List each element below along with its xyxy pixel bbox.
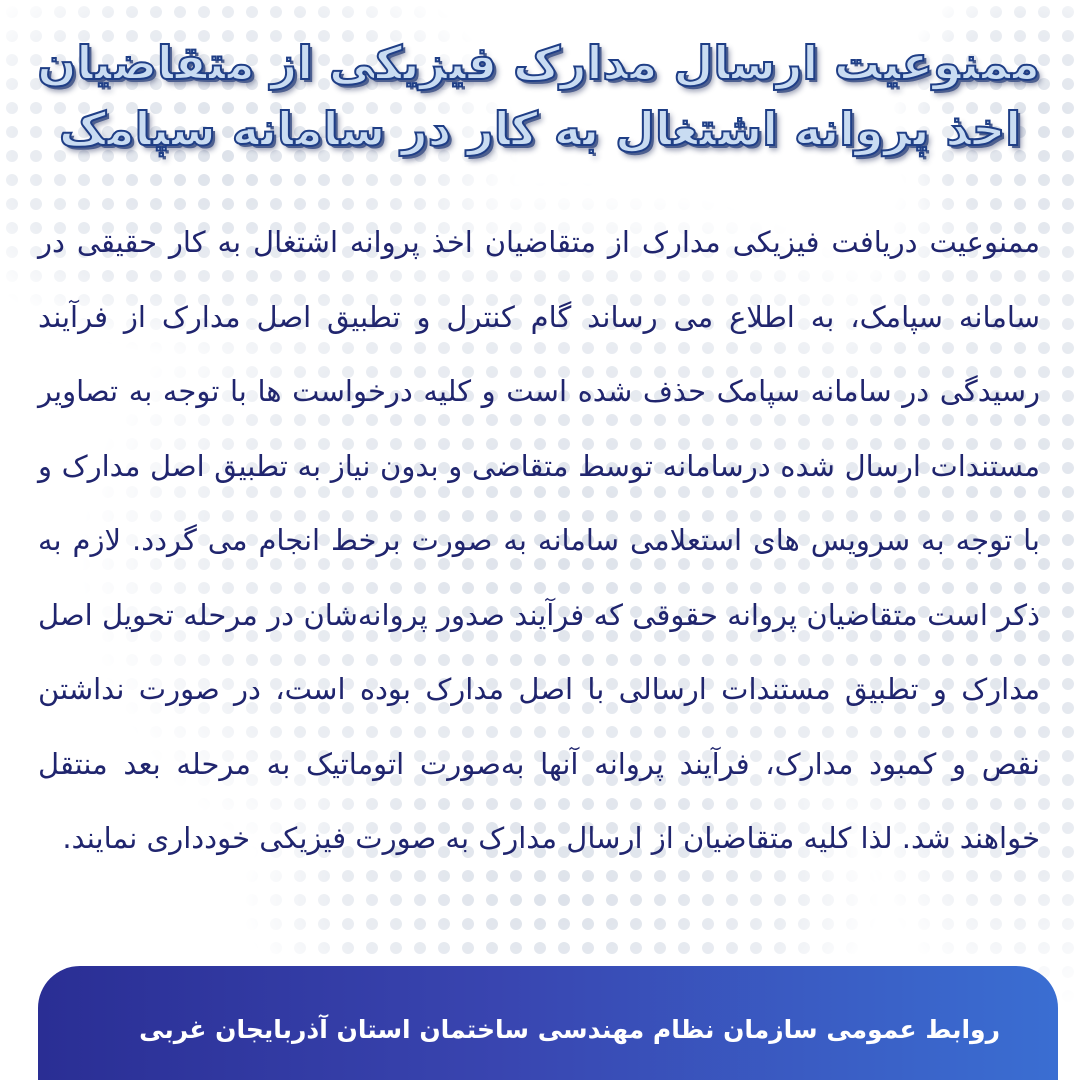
footer-organization-label: روابط عمومی سازمان نظام مهندسی ساختمان استان آذربایجان غربی: [139, 1015, 1000, 1044]
page-title: [37, 30, 1040, 170]
announcement-body: ممنوعیت دریافت فیزیکی مدارک از متقاضیان اخذ پروانه اشتغال به کار حقیقی در سامانه سپامک، به اطلاع می رساند گام کنترل و تطبیق اصل مدارک از فرآیند رسیدگی در سامانه سپامک حذف شده است و کلیه درخواست ها با توجه به تصاویر مستندات ارسال شده درسامانه توسط متقاضی و بدون نیاز به تطبیق اصل مدارک و با توجه به سرویس های استعلامی سامانه به صورت برخط انجام می گردد. لازم به ذکر است متقاضیان پروانه حقوقی که فرآیند صدور پروانه‌شان در مرحله تحویل اصل مدارک و تطبیق مستندات ارسالی با اصل مدارک بوده است، در صورت نداشتن نقص و کمبود مدارک، فرآیند پروانه آنها به‌صورت اتوماتیک به مرحله بعد منتقل خواهند شد. لذا کلیه متقاضیان از ارسال مدارک به صورت فیزیکی خودداری نمایند.: [38, 225, 1040, 855]
title-line-2: اخذ پروانه اشتغال به کار در سامانه سپامک: [58, 102, 1021, 156]
title-line-1: ممنوعیت ارسال مدارک فیزیکی از متقاضیان: [37, 36, 1040, 90]
